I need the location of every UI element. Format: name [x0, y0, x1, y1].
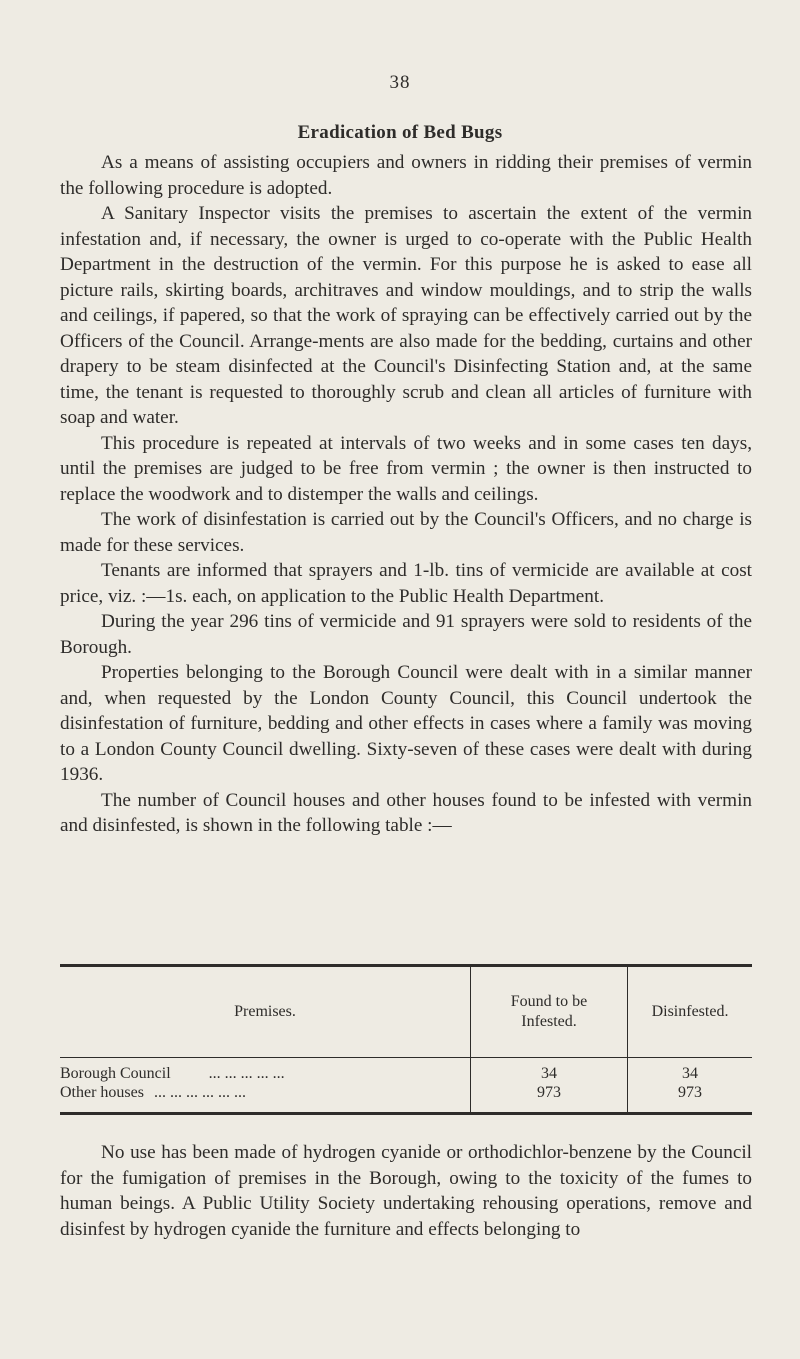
- row-label: [60, 1058, 471, 1084]
- column-header-found-line1: Found to be: [510, 993, 588, 1010]
- leader-dots: ... ... ... ... ... ...: [153, 1084, 246, 1101]
- table-row: [60, 1083, 752, 1112]
- leader-dots: ... ... ... ... ...: [208, 1065, 285, 1082]
- body-text: [60, 150, 752, 839]
- paragraph: This procedure is repeated at intervals of two weeks and in some cases ten days, until the premises are judged to be free from vermin ; the owner is then instructed to replace the woodwork and to distemper the walls and ceilings.: [60, 432, 752, 505]
- found-infested-value: 34: [471, 1058, 628, 1084]
- column-header-found-infested: [471, 967, 628, 1058]
- column-header-premises-label: Premises.: [234, 1003, 296, 1020]
- paragraph: As a means of assisting occupiers and owners in ridding their premises of vermin the following procedure is adopted.: [60, 152, 752, 199]
- column-header-disinfested: [628, 967, 753, 1058]
- column-header-premises: [60, 967, 471, 1058]
- disinfested-value: 34: [682, 1065, 698, 1082]
- column-header-found-line2: Infested.: [521, 1013, 577, 1030]
- paragraph: A Sanitary Inspector visits the premises to ascertain the extent of the vermin infestation and, if necessary, the owner is urged to co-operate with the Public Health Department in the destruction of the vermin. For this purpose he is asked to ease all picture rails, skirting boards, architraves and window mouldings, and to strip the walls and ceilings, if papered, so that the work of spraying can be effectively carried out by the Officers of the Council. Arrange-ments are also made for the bedding, curtains and other drapery to be steam disinfected at the Council's Disinfecting Station and, at the same time, the tenant is requested to thoroughly scrub and clean all articles of furniture with soap and water.: [60, 203, 752, 428]
- data-table: [60, 967, 752, 1112]
- paragraph: During the year 296 tins of vermicide and 91 sprayers were sold to residents of the Borough.: [60, 611, 752, 658]
- disinfested-value: 973: [678, 1084, 702, 1101]
- row-label: [60, 1083, 471, 1112]
- paragraph: The work of disinfestation is carried out by the Council's Officers, and no charge is made for these services.: [60, 509, 752, 556]
- infestation-table: [60, 964, 752, 1115]
- page-number: 38: [389, 72, 411, 93]
- column-header-disinfested-label: Disinfested.: [651, 1003, 729, 1020]
- table-header-row: [60, 967, 752, 1058]
- closing-text: [60, 1140, 752, 1242]
- paragraph: Tenants are informed that sprayers and 1-lb. tins of vermicide are available at cost price, viz. :—1s. each, on application to the Public Health Department.: [60, 560, 752, 607]
- table-bottom-rule: [60, 1112, 752, 1115]
- paragraph: No use has been made of hydrogen cyanide or orthodichlor-benzene by the Council for the fumigation of premises in the Borough, owing to the toxicity of the fumes to human beings. A Public Utility Society undertaking rehousing operations, remove and disinfest by hydrogen cyanide the furniture and effects belonging to: [60, 1142, 752, 1240]
- row-label-text: Other houses: [60, 1084, 144, 1101]
- table-row: [60, 1058, 752, 1084]
- section-heading: Eradication of Bed Bugs: [297, 122, 503, 143]
- paragraph: The number of Council houses and other houses found to be infested with vermin and disinfested, is shown in the following table :—: [60, 789, 752, 836]
- found-infested-value: 973: [471, 1083, 628, 1112]
- row-label-text: Borough Council: [60, 1065, 171, 1082]
- paragraph: Properties belonging to the Borough Council were dealt with in a similar manner and, when requested by the London County Council, this Council undertook the disinfestation of furniture, bedding and other effects in cases where a family was moving to a London County Council dwelling. Sixty-seven of these cases were dealt with during 1936.: [60, 662, 752, 785]
